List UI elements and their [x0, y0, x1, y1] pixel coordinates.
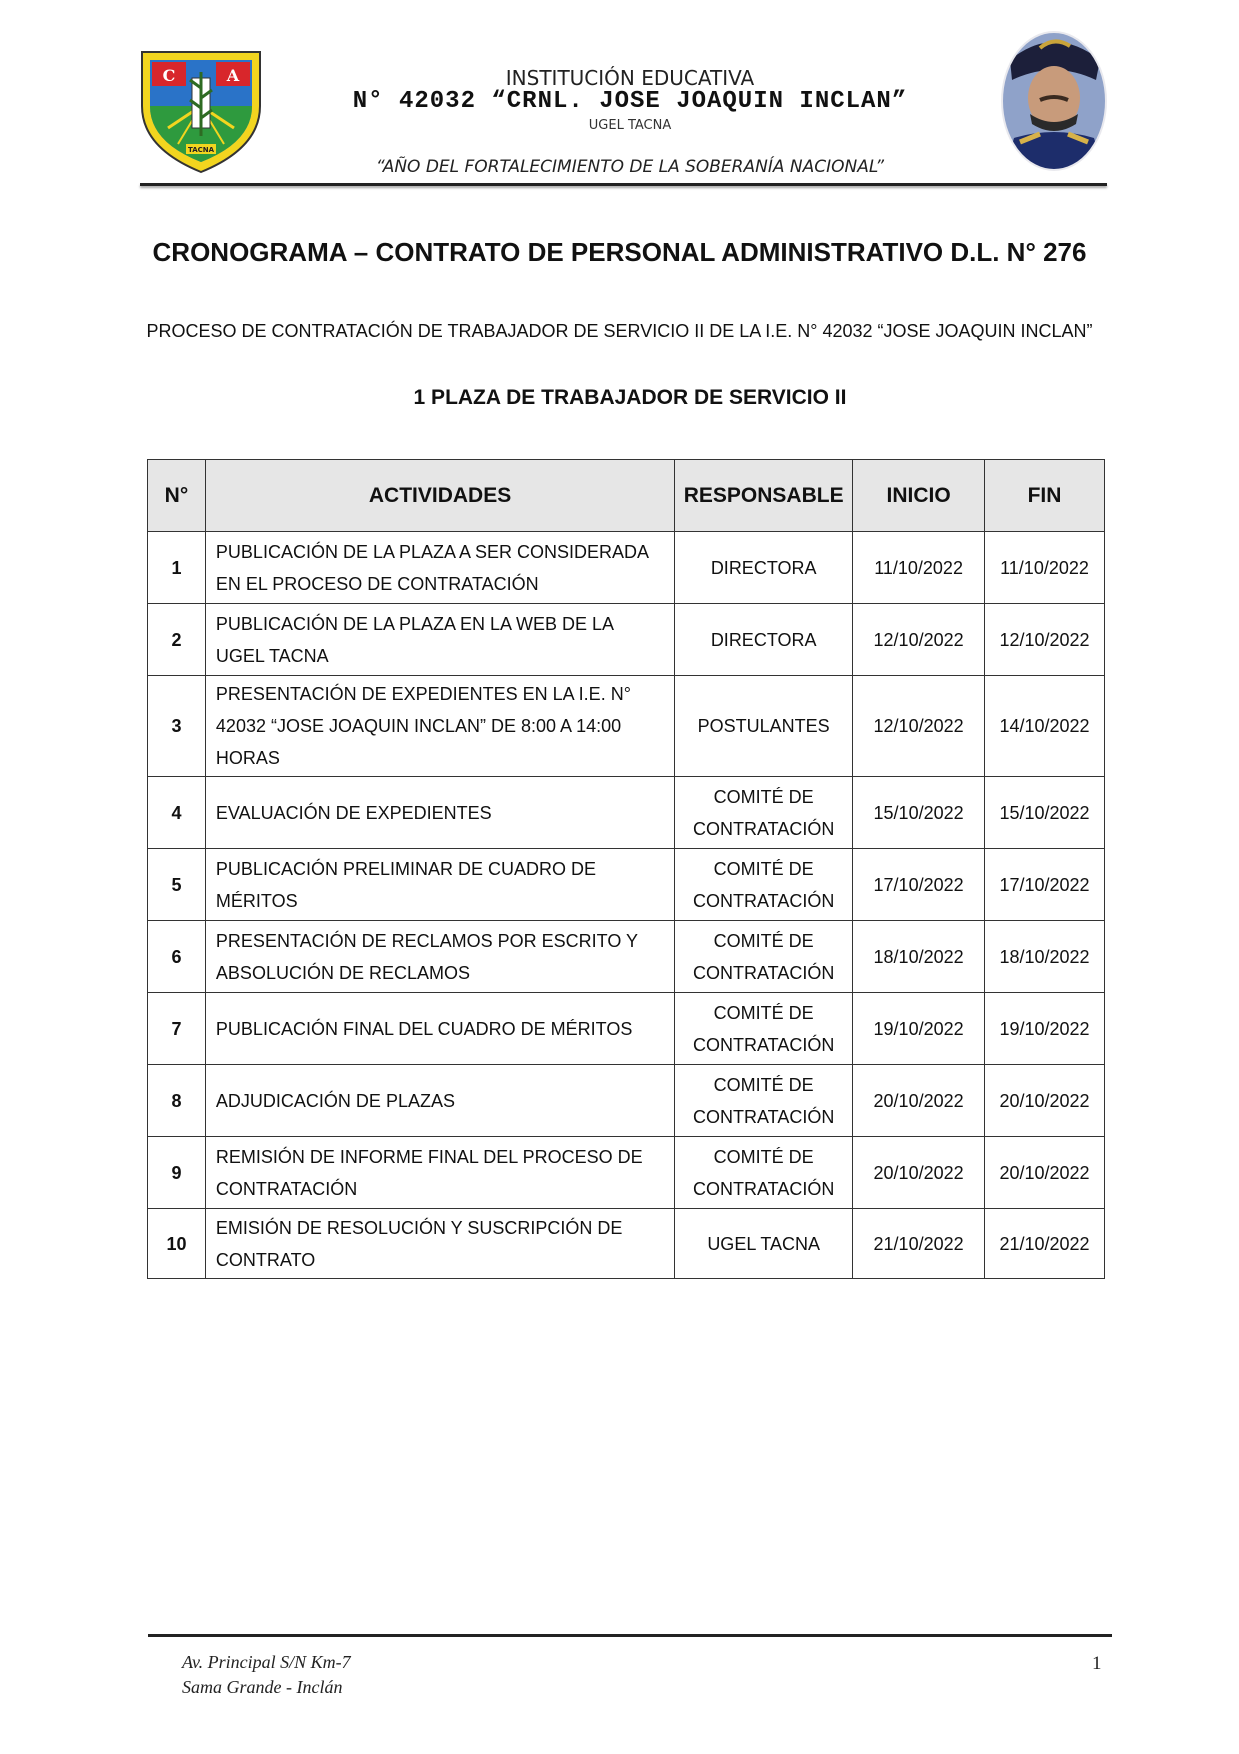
row-number: 7 [148, 993, 206, 1065]
row-number: 10 [148, 1209, 206, 1279]
row-responsible: COMITÉ DE CONTRATACIÓN [675, 921, 853, 993]
row-number: 5 [148, 849, 206, 921]
row-number: 1 [148, 532, 206, 604]
crest-letter-a: A [226, 66, 240, 85]
row-responsible: COMITÉ DE CONTRATACIÓN [675, 777, 853, 849]
row-end-date: 19/10/2022 [985, 993, 1105, 1065]
row-responsible: POSTULANTES [675, 676, 853, 777]
header-divider [140, 183, 1107, 186]
table-header-row [148, 460, 1105, 532]
row-responsible: COMITÉ DE CONTRATACIÓN [675, 1065, 853, 1137]
row-start-date: 21/10/2022 [853, 1209, 985, 1279]
row-number: 6 [148, 921, 206, 993]
plaza-title: 1 PLAZA DE TRABAJADOR DE SERVICIO II [413, 386, 847, 409]
header-number: N° [148, 460, 206, 532]
row-responsible: DIRECTORA [675, 604, 853, 676]
row-number: 9 [148, 1137, 206, 1209]
row-activity: PUBLICACIÓN PRELIMINAR DE CUADRO DE MÉRITOS [205, 849, 674, 921]
row-start-date: 18/10/2022 [853, 921, 985, 993]
table-row [148, 1137, 1105, 1209]
row-start-date: 12/10/2022 [853, 676, 985, 777]
header-end: FIN [985, 460, 1105, 532]
row-end-date: 11/10/2022 [985, 532, 1105, 604]
row-activity: REMISIÓN DE INFORME FINAL DEL PROCESO DE CONTRATACIÓN [205, 1137, 674, 1209]
institution-label: INSTITUCIÓN EDUCATIVA [505, 66, 755, 90]
ugel-label: UGEL TACNA [588, 118, 672, 133]
row-activity: PUBLICACIÓN FINAL DEL CUADRO DE MÉRITOS [205, 993, 674, 1065]
row-number: 3 [148, 676, 206, 777]
row-activity: PRESENTACIÓN DE RECLAMOS POR ESCRITO Y ABSOLUCIÓN DE RECLAMOS [205, 921, 674, 993]
page-number: 1 [1092, 1653, 1102, 1674]
row-responsible: UGEL TACNA [675, 1209, 853, 1279]
table-row [148, 993, 1105, 1065]
row-end-date: 18/10/2022 [985, 921, 1105, 993]
row-end-date: 14/10/2022 [985, 676, 1105, 777]
row-start-date: 12/10/2022 [853, 604, 985, 676]
address-line-1: Av. Principal S/N Km-7 [182, 1652, 351, 1672]
table-row [148, 777, 1105, 849]
row-activity: PUBLICACIÓN DE LA PLAZA A SER CONSIDERADA EN EL PROCESO DE CONTRATACIÓN [205, 532, 674, 604]
table-row [148, 1209, 1105, 1279]
row-activity: EVALUACIÓN DE EXPEDIENTES [205, 777, 674, 849]
row-end-date: 20/10/2022 [985, 1137, 1105, 1209]
row-number: 4 [148, 777, 206, 849]
row-activity: PUBLICACIÓN DE LA PLAZA EN LA WEB DE LA UGEL TACNA [205, 604, 674, 676]
row-responsible: COMITÉ DE CONTRATACIÓN [675, 1137, 853, 1209]
row-activity: ADJUDICACIÓN DE PLAZAS [205, 1065, 674, 1137]
row-start-date: 20/10/2022 [853, 1137, 985, 1209]
row-number: 2 [148, 604, 206, 676]
document-title: CRONOGRAMA – CONTRATO DE PERSONAL ADMINISTRATIVO D.L. N° 276 [152, 237, 1087, 267]
schedule-table [147, 459, 1105, 1279]
row-responsible: DIRECTORA [675, 532, 853, 604]
footer-divider [148, 1634, 1112, 1637]
row-responsible: COMITÉ DE CONTRATACIÓN [675, 849, 853, 921]
row-start-date: 11/10/2022 [853, 532, 985, 604]
table-row [148, 604, 1105, 676]
institution-name: N° 42032 “CRNL. JOSE JOAQUIN INCLAN” [352, 88, 908, 115]
row-end-date: 21/10/2022 [985, 1209, 1105, 1279]
process-description: PROCESO DE CONTRATACIÓN DE TRABAJADOR DE SERVICIO II DE LA I.E. N° 42032 “JOSE JOAQUIN INCLAN” [146, 321, 1093, 341]
row-number: 8 [148, 1065, 206, 1137]
crest-city: TACNA [187, 146, 215, 154]
header-start: INICIO [853, 460, 985, 532]
row-end-date: 17/10/2022 [985, 849, 1105, 921]
row-end-date: 15/10/2022 [985, 777, 1105, 849]
table-row [148, 849, 1105, 921]
table-row [148, 676, 1105, 777]
year-motto: “AÑO DEL FORTALECIMIENTO DE LA SOBERANÍA NACIONAL” [375, 157, 885, 177]
row-activity: PRESENTACIÓN DE EXPEDIENTES EN LA I.E. N° 42032 “JOSE JOAQUIN INCLAN” DE 8:00 A 14:00 HORAS [205, 676, 674, 777]
row-start-date: 19/10/2022 [853, 993, 985, 1065]
row-end-date: 20/10/2022 [985, 1065, 1105, 1137]
row-responsible: COMITÉ DE CONTRATACIÓN [675, 993, 853, 1065]
row-activity: EMISIÓN DE RESOLUCIÓN Y SUSCRIPCIÓN DE CONTRATO [205, 1209, 674, 1279]
header-activities: ACTIVIDADES [205, 460, 674, 532]
header-responsible: RESPONSABLE [675, 460, 853, 532]
row-start-date: 20/10/2022 [853, 1065, 985, 1137]
footer-address [182, 1650, 351, 1700]
row-start-date: 17/10/2022 [853, 849, 985, 921]
table-row [148, 1065, 1105, 1137]
crest-letter-c: C [162, 66, 176, 85]
row-end-date: 12/10/2022 [985, 604, 1105, 676]
table-row [148, 921, 1105, 993]
row-start-date: 15/10/2022 [853, 777, 985, 849]
table-row [148, 532, 1105, 604]
colonel-portrait-image [1000, 30, 1108, 172]
address-line-2: Sama Grande - Inclán [182, 1677, 343, 1697]
